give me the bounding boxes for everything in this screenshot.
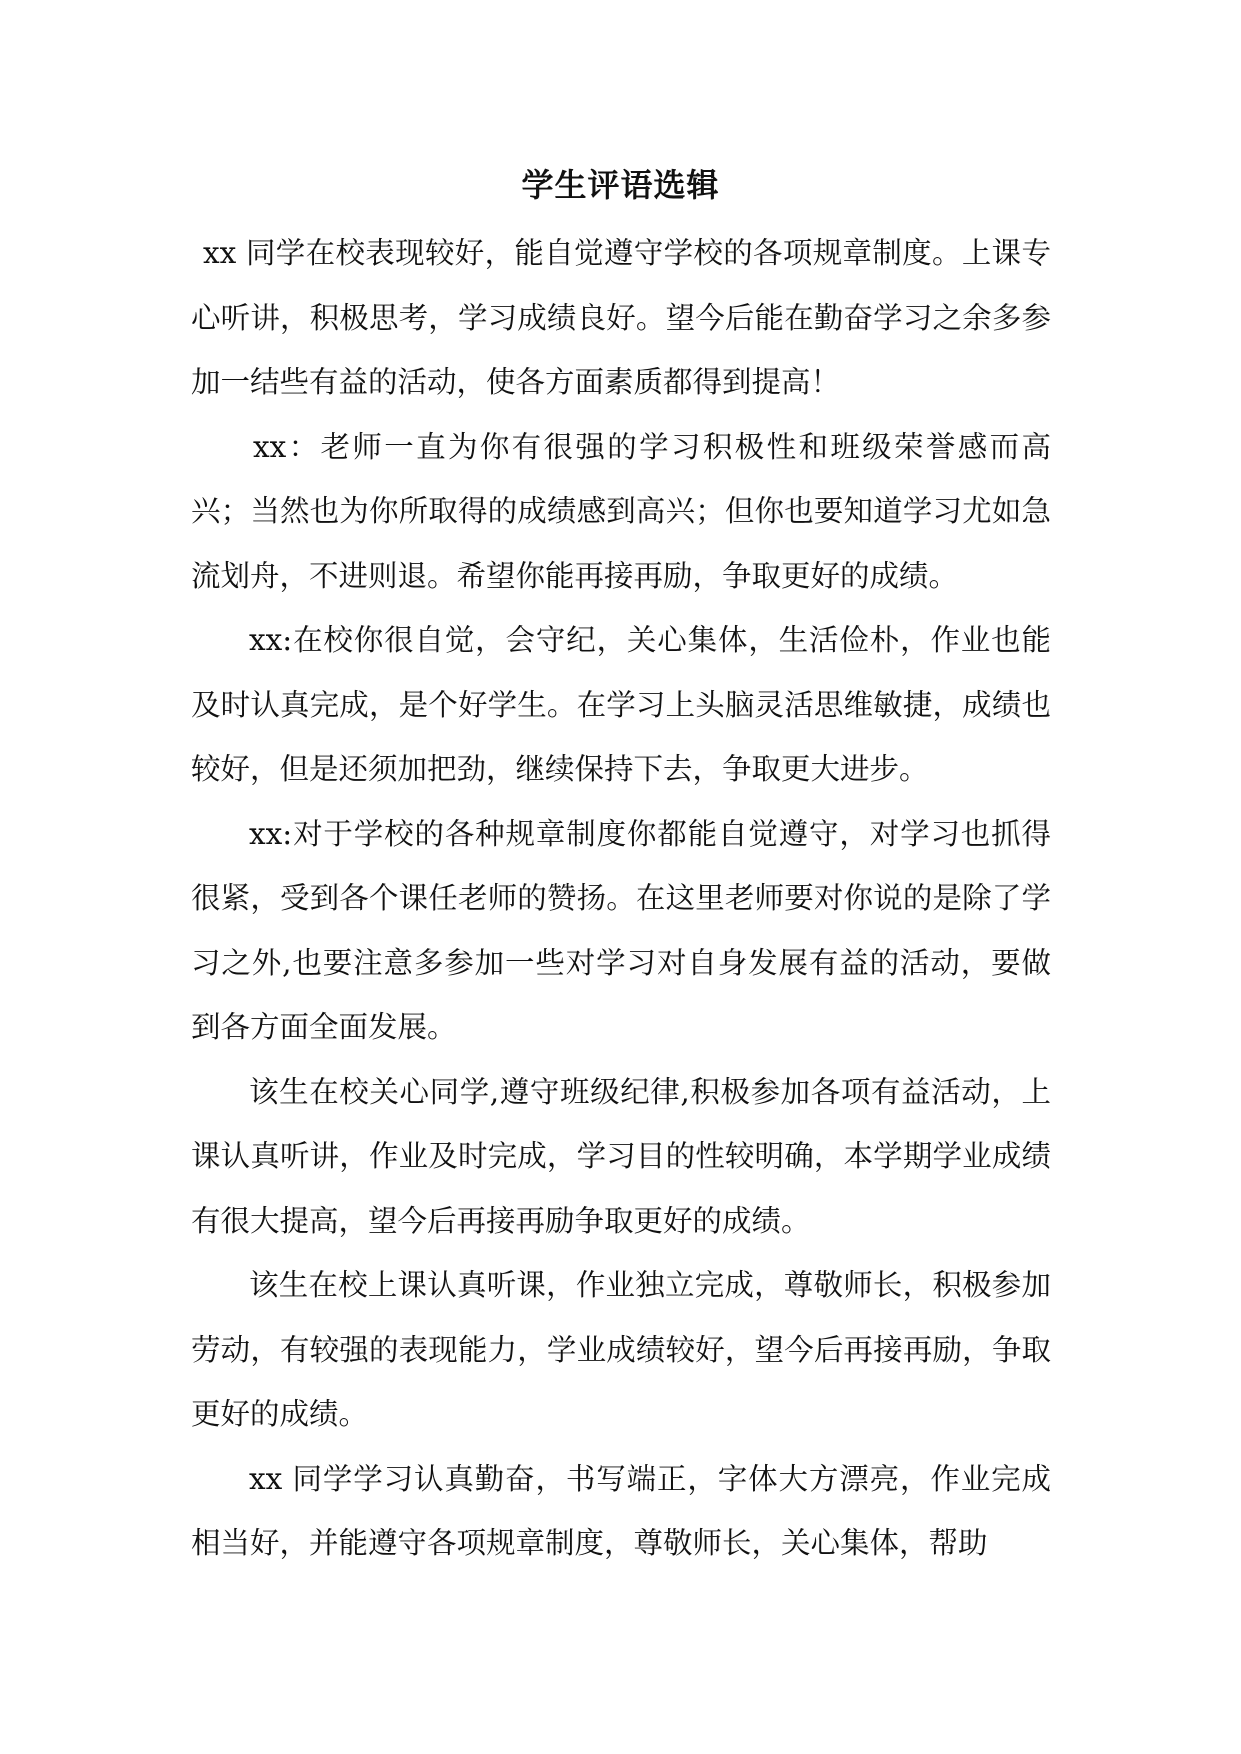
comment-paragraph: 该生在校上课认真听课，作业独立完成，尊敬师长，积极参加劳动，有较强的表现能力，学业成绩较好，望今后再接再励，争取更好的成绩。 <box>191 1268 1051 1431</box>
comment-paragraph: xx：老师一直为你有很强的学习积极性和班级荣誉感而高兴；当然也为你所取得的成绩感到高兴；但你也要知道学习尤如急流划舟，不进则退。希望你能再接再励，争取更好的成绩。 <box>191 429 1051 593</box>
comment-paragraph: xx 同学在校表现较好，能自觉遵守学校的各项规章制度。上课专心听讲，积极思考，学习成绩良好。望今后能在勤奋学习之余多参加一结些有益的活动，使各方面素质都得到提高！ <box>191 236 1051 399</box>
comment-paragraph: 该生在校关心同学,遵守班级纪律,积极参加各项有益活动，上课认真听讲，作业及时完成，学习目的性较明确，本学期学业成绩有很大提高，望今后再接再励争取更好的成绩。 <box>191 1074 1051 1238</box>
page-title: 学生评语选辑 <box>521 166 720 204</box>
comment-paragraph: xx:对于学校的各种规章制度你都能自觉遵守，对学习也抓得很紧，受到各个课任老师的赞扬。在这里老师要对你说的是除了学习之外,也要注意多参加一些对学习对自身发展有益的活动，要做到各方面全面发展。 <box>191 816 1051 1044</box>
document-body <box>191 221 1051 1576</box>
comment-paragraph: xx:在校你很自觉，会守纪，关心集体，生活俭朴，作业也能及时认真完成，是个好学生。在学习上头脑灵活思维敏捷，成绩也较好，但是还须加把劲，继续保持下去，争取更大进步。 <box>191 623 1051 786</box>
comment-paragraph: xx 同学学习认真勤奋，书写端正，字体大方漂亮，作业完成相当好，并能遵守各项规章制度，尊敬师长，关心集体，帮助 <box>191 1461 1051 1560</box>
